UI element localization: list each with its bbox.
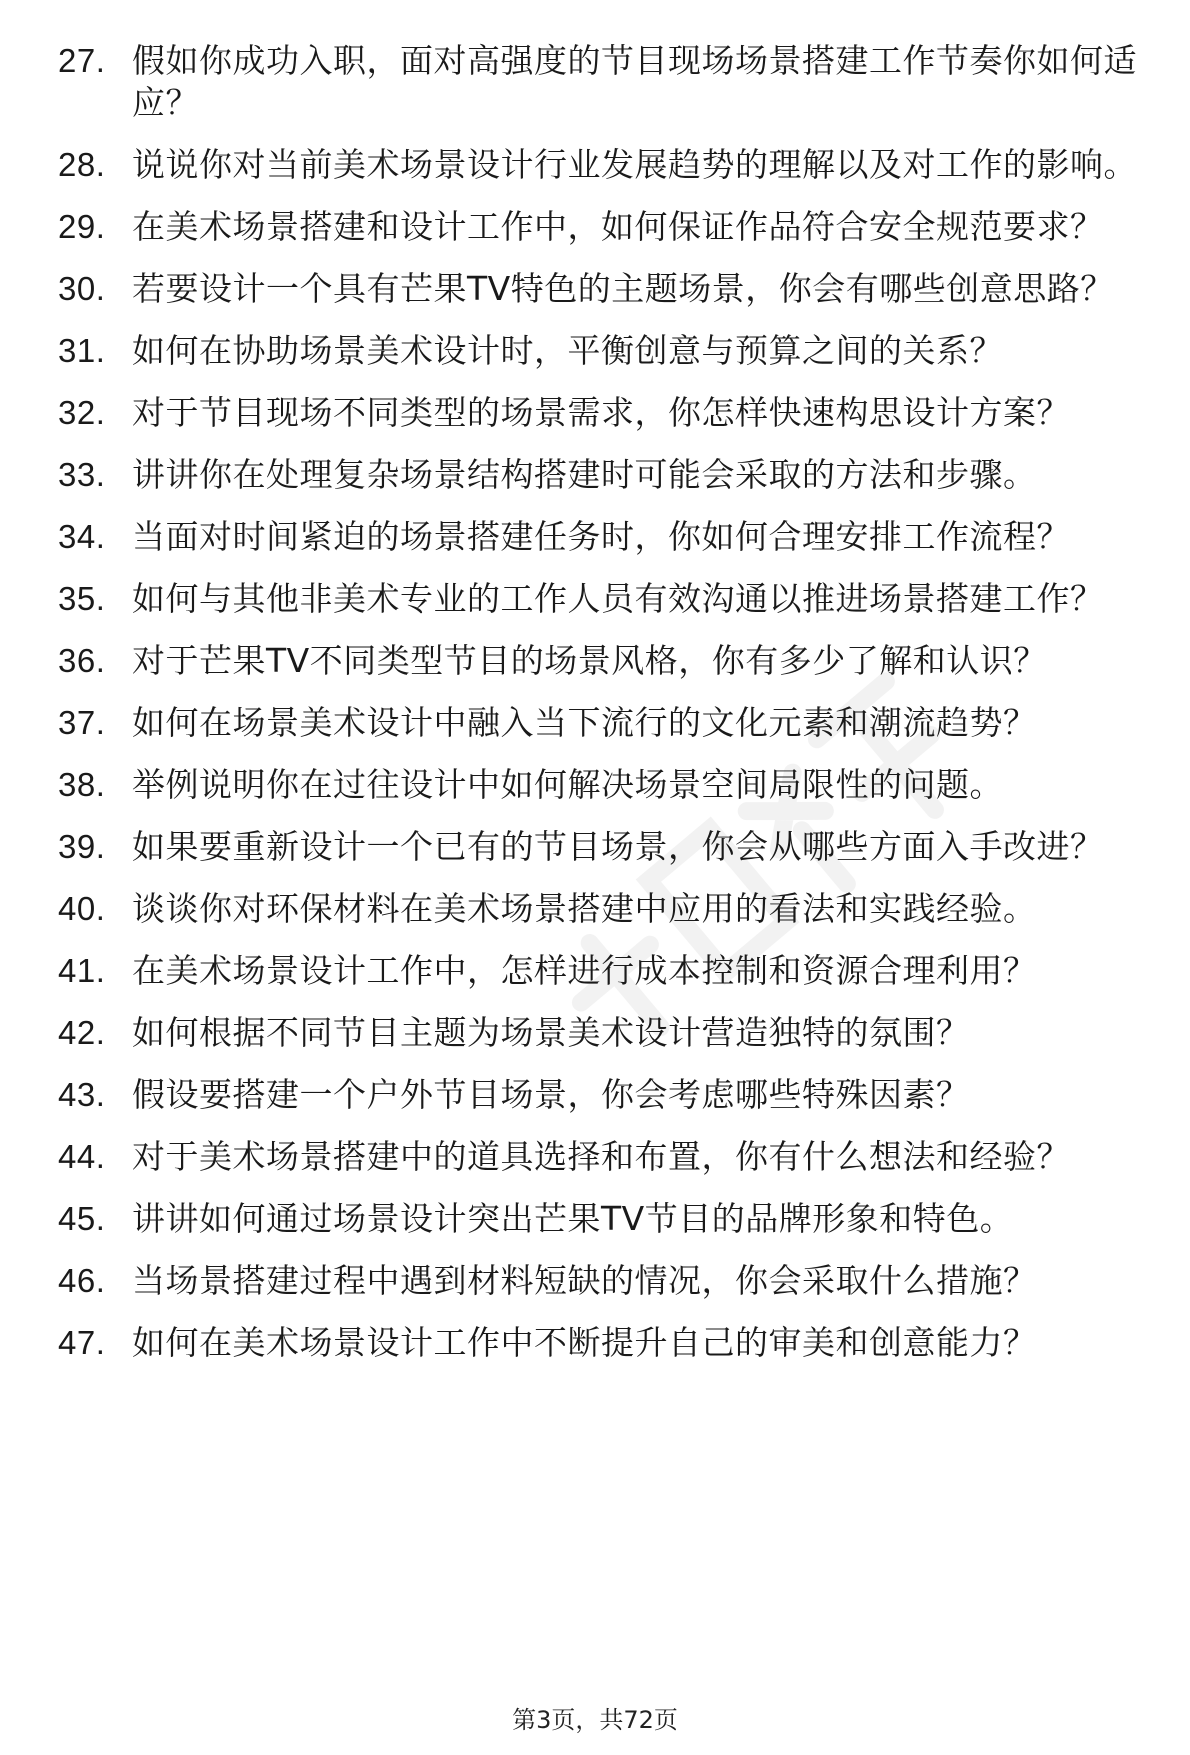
question-number: 32. [58,394,106,431]
question-text: 讲讲你在处理复杂场景结构搭建时可能会采取的方法和步骤。 [132,455,1037,494]
question-number: 41. [58,952,106,989]
page-footer: 第3页，共72页 [512,1706,678,1734]
question-item [0,206,1190,248]
question-number: 43. [58,1076,106,1113]
question-item [0,1074,1190,1116]
question-text: 谈谈你对环保材料在美术场景搭建中应用的看法和实践经验。 [132,889,1037,928]
question-text: 若要设计一个具有芒果TV特色的主题场景，你会有哪些创意思路？ [132,269,1114,308]
question-item [0,888,1190,930]
question-text: 如何在协助场景美术设计时，平衡创意与预算之间的关系？ [132,331,1003,370]
question-item [0,1260,1190,1302]
question-number: 39. [58,828,106,865]
question-number: 36. [58,642,106,679]
question-item [0,392,1190,434]
question-number: 47. [58,1324,106,1361]
question-text: 对于芒果TV不同类型节目的场景风格，你有多少了解和认识？ [132,641,1047,680]
question-number: 45. [58,1200,106,1237]
question-item [0,826,1190,868]
question-number: 38. [58,766,106,803]
question-text: 当场景搭建过程中遇到材料短缺的情况，你会采取什么措施？ [132,1261,1037,1300]
question-text: 对于节目现场不同类型的场景需求，你怎样快速构思设计方案？ [132,393,1070,432]
question-text: 在美术场景设计工作中，怎样进行成本控制和资源合理利用？ [132,951,1037,990]
question-item [0,1136,1190,1178]
question-text: 如果要重新设计一个已有的节目场景，你会从哪些方面入手改进？ [132,827,1104,866]
question-number: 31. [58,332,106,369]
question-number: 33. [58,456,106,493]
question-item [0,1012,1190,1054]
question-text: 如何与其他非美术专业的工作人员有效沟通以推进场景搭建工作？ [132,579,1104,618]
question-number: 42. [58,1014,106,1051]
question-text: 如何根据不同节目主题为场景美术设计营造独特的氛围？ [132,1013,970,1052]
question-number: 30. [58,270,106,307]
question-text: 举例说明你在过往设计中如何解决场景空间局限性的问题。 [132,765,1003,804]
question-number: 40. [58,890,106,927]
question-number: 27. [58,42,106,79]
question-text: 对于美术场景搭建中的道具选择和布置，你有什么想法和经验？ [132,1137,1070,1176]
question-item [0,950,1190,992]
question-item [0,640,1190,682]
question-item [0,578,1190,620]
question-text: 讲讲如何通过场景设计突出芒果TV节目的品牌形象和特色。 [132,1199,1014,1238]
question-number: 37. [58,704,106,741]
question-text: 假如你成功入职，面对高强度的节目现场场景搭建工作节奏你如何适应？ [132,41,1137,122]
question-number: 44. [58,1138,106,1175]
question-number: 29. [58,208,106,245]
question-text: 当面对时间紧迫的场景搭建任务时，你如何合理安排工作流程？ [132,517,1070,556]
question-item [0,1322,1190,1364]
question-item [0,764,1190,806]
question-number: 34. [58,518,106,555]
question-number: 35. [58,580,106,617]
question-number: 28. [58,146,106,183]
question-text: 在美术场景搭建和设计工作中，如何保证作品符合安全规范要求？ [132,207,1104,246]
question-item [0,330,1190,372]
question-text: 假设要搭建一个户外节目场景，你会考虑哪些特殊因素？ [132,1075,970,1114]
question-item [0,702,1190,744]
question-list [0,40,1190,1384]
question-text: 说说你对当前美术场景设计行业发展趋势的理解以及对工作的影响。 [132,145,1137,184]
question-item [0,268,1190,310]
question-item [0,1198,1190,1240]
question-text: 如何在场景美术设计中融入当下流行的文化元素和潮流趋势？ [132,703,1037,742]
question-number: 46. [58,1262,106,1299]
question-text: 如何在美术场景设计工作中不断提升自己的审美和创意能力？ [132,1323,1037,1362]
question-item [0,144,1190,186]
question-item [0,454,1190,496]
question-item [0,40,1190,124]
question-item [0,516,1190,558]
